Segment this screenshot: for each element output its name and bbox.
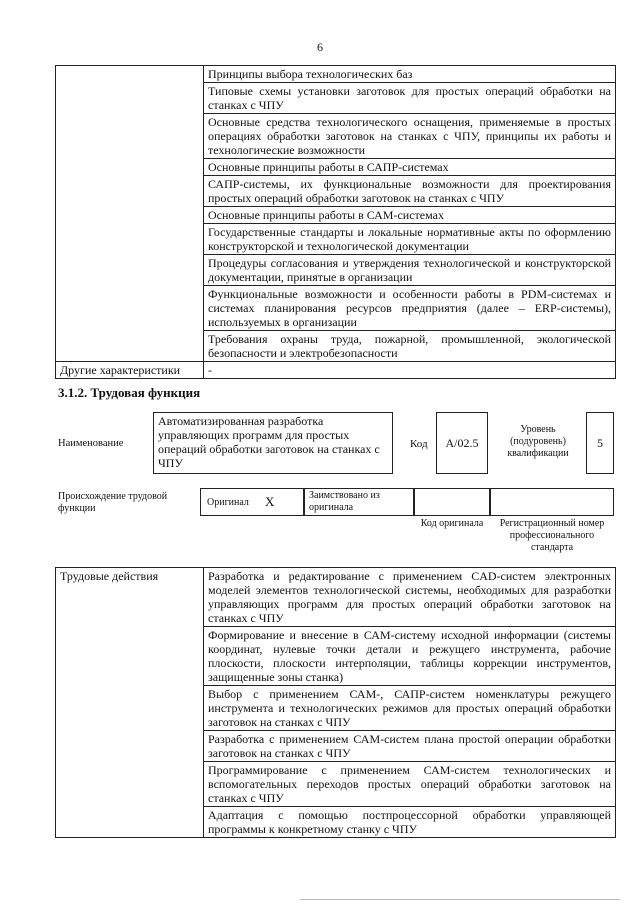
other-characteristics-value: -	[204, 362, 616, 379]
action-row: Программирование с применением САМ-систем технологических и вспомогательных переходов простых операций обработки заготовок на станках с ЧПУ	[204, 762, 616, 807]
code-box: A/02.5	[436, 412, 488, 474]
original-mark: X	[265, 494, 275, 509]
knowledge-row: Государственные стандарты и локальные нормативные акты по оформлению конструкторской и технологической документации	[204, 224, 616, 255]
original-cell	[200, 488, 304, 516]
function-name-box: Автоматизированная разработка управляющих программ для простых операций обработки заготовок на станках с ЧПУ	[153, 412, 393, 474]
level-label: Уровень (подуровень) квалификации	[507, 424, 569, 459]
knowledge-table	[55, 65, 616, 379]
action-row: Разработка и редактирование с применением CAD-систем электронных моделей элементов технологической системы, необходимых для разработки управляющих программ для простых операций обработки заготовок на станках с ЧПУ	[204, 568, 616, 627]
knowledge-row: Процедуры согласования и утверждения технологической и конструкторской документации, принятые в организации	[204, 255, 616, 286]
knowledge-row: Основные принципы работы в САМ-системах	[204, 207, 616, 224]
knowledge-row: САПР-системы, их функциональные возможности для проектирования простых операций обработки заготовок на станках с ЧПУ	[204, 176, 616, 207]
page-edge-mark	[300, 899, 620, 900]
knowledge-row: Основные средства технологического оснащения, применяемые в простых операциях обработки заготовок на станках с ЧПУ, принципы их работы и технологические возможности	[204, 114, 616, 159]
knowledge-row: Основные принципы работы в САПР-системах	[204, 159, 616, 176]
code-original-cell	[414, 488, 490, 516]
borrowed-cell: Заимствовано из оригинала	[304, 488, 414, 516]
knowledge-row: Функциональные возможности и особенности работы в PDM-системах и системах планирования ресурсов предприятия (далее – ERP-системы), используемых в организации	[204, 286, 616, 331]
origin-label: Происхождение трудовой функции	[58, 491, 168, 514]
other-characteristics-label: Другие характеристики	[56, 362, 204, 379]
level-box: 5	[586, 412, 614, 474]
actions-left-label: Трудовые действия	[56, 568, 204, 838]
section-title: 3.1.2. Трудовая функция	[58, 385, 201, 400]
actions-table	[55, 567, 616, 838]
reg-number-caption: Регистрационный номер профессионального стандарта	[499, 518, 605, 553]
action-row: Разработка с применением САМ-систем плана простой операции обработки заготовок на станках с ЧПУ	[204, 731, 616, 762]
code-label: Код	[410, 438, 428, 450]
code-original-caption: Код оригинала	[420, 518, 484, 529]
reg-number-cell	[490, 488, 614, 516]
action-row: Адаптация с помощью постпроцессорной обработки управляющей программы к конкретному станку с ЧПУ	[204, 807, 616, 838]
knowledge-row: Принципы выбора технологических баз	[204, 66, 616, 83]
knowledge-row: Типовые схемы установки заготовок для простых операций обработки на станках с ЧПУ	[204, 83, 616, 114]
original-label: Оригинал	[207, 497, 249, 508]
name-label: Наименование	[58, 438, 124, 449]
knowledge-left-cell	[56, 66, 204, 362]
knowledge-row: Требования охраны труда, пожарной, промышленной, экологической безопасности и электробезопасности	[204, 331, 616, 362]
page-number: 6	[317, 40, 323, 54]
action-row: Формирование и внесение в САМ-систему исходной информации (системы координат, нулевые точки детали и режущего инструмента, рабочие плоскости, плоскости интерполяции, таблицы коррекции инструментов, защищенные зоны станка)	[204, 627, 616, 686]
action-row: Выбор с применением САМ-, САПР-систем номенклатуры режущего инструмента и технологических режимов для простых операций обработки заготовок на станках с ЧПУ	[204, 686, 616, 731]
